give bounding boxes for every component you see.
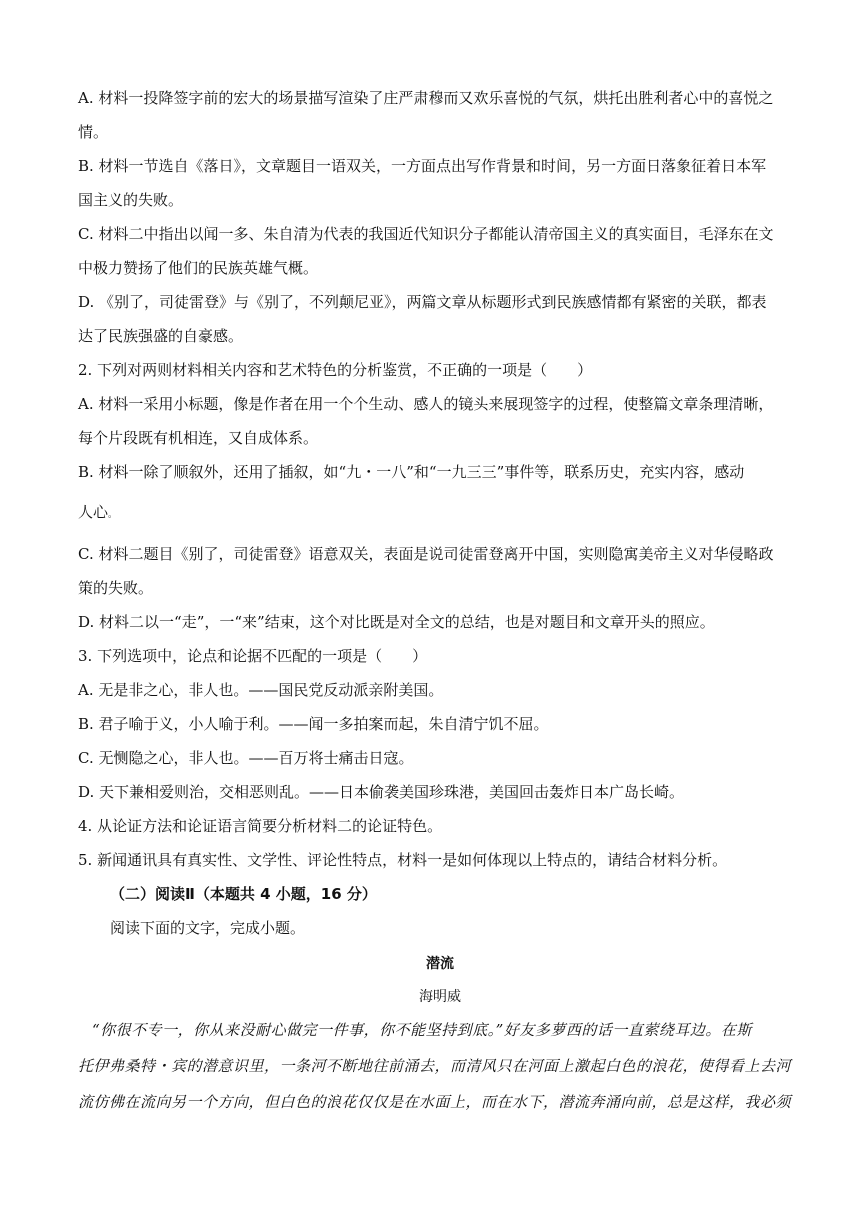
q1-option-d-line2: 达了民族强盛的自豪感。 — [78, 327, 244, 345]
section2-instruction: 阅读下面的文字，完成小题。 — [110, 919, 306, 937]
q4-stem: 4. 从论证方法和论证语言简要分析材料二的论证特色。 — [78, 817, 443, 835]
story-title: 潜流 — [426, 956, 454, 972]
q1-option-a-line2: 情。 — [78, 123, 109, 141]
q2-option-b-line2-period: 。 — [108, 510, 118, 520]
story-author: 海明威 — [419, 989, 461, 1005]
q2-option-c-line2: 策的失败。 — [78, 579, 154, 597]
q2-option-c-line1: C. 材料二题目《别了，司徒雷登》语意双关，表面是说司徒雷登离开中国，实则隐寓美帝主义对华侵略政 — [78, 545, 774, 563]
q2-option-b-line1: B. 材料一除了顺叙外，还用了插叙，如“九・一八”和“一九三三”事件等，联系历史，充实内容，感动 — [78, 463, 745, 481]
q1-option-d-line1: D. 《别了，司徒雷登》与《别了，不列颠尼亚》，两篇文章从标题形式到民族感情都有紧密的关联，都表 — [78, 293, 767, 311]
section2-heading: （二）阅读Ⅱ（本题共 4 小题，16 分） — [110, 885, 377, 903]
q1-option-c-line1: C. 材料二中指出以闻一多、朱自清为代表的我国近代知识分子都能认清帝国主义的真实面目，毛泽东在文 — [78, 225, 774, 243]
q3-option-a: A. 无是非之心，非人也。——国民党反动派亲附美国。 — [78, 681, 444, 699]
q2-option-b-line2 — [78, 502, 117, 525]
q3-option-d: D. 天下兼相爱则治，交相恶则乱。——日本偷袭美国珍珠港，美国回击轰炸日本广岛长崎。 — [78, 783, 685, 801]
q3-stem: 3. 下列选项中，论点和论据不匹配的一项是（ ） — [78, 647, 428, 665]
q1-option-b-line1: B. 材料一节选自《落日》，文章题目一语双关，一方面点出写作背景和时间，另一方面日落象征着日本军 — [78, 157, 767, 175]
q2-option-b-line2-text: 人心 — [78, 503, 109, 521]
q1-option-b-line2: 国主义的失败。 — [78, 191, 184, 209]
q1-option-a-line1: A. 材料一投降签字前的宏大的场景描写渲染了庄严肃穆而又欢乐喜悦的气氛，烘托出胜利者心中的喜悦之 — [78, 89, 774, 107]
q2-option-d: D. 材料二以一“走”，一“来”结束，这个对比既是对全文的总结，也是对题目和文章开头的照应。 — [78, 613, 715, 631]
q1-option-c-line2: 中极力赞扬了他们的民族英雄气概。 — [78, 259, 319, 277]
q2-stem: 2. 下列对两则材料相关内容和艺术特色的分析鉴赏，不正确的一项是（ ） — [78, 361, 593, 379]
q2-option-a-line1: A. 材料一采用小标题，像是作者在用一个个生动、感人的镜头来展现签字的过程，使整篇文章条理清晰， — [78, 395, 774, 413]
story-line-1: “你很不专一，你从来没耐心做完一件事，你不能坚持到底。”好友多萝西的话一直萦绕耳边。在斯 — [92, 1021, 752, 1039]
story-line-3: 流仿佛在流向另一个方向，但白色的浪花仅仅是在水面上，而在水下，潜流奔涌向前，总是这样，我必须 — [78, 1093, 792, 1111]
q5-stem: 5. 新闻通讯具有真实性、文学性、评论性特点，材料一是如何体现以上特点的，请结合材料分析。 — [78, 851, 728, 869]
q3-option-c: C. 无恻隐之心，非人也。——百万将士痛击日寇。 — [78, 749, 414, 767]
q3-option-b: B. 君子喻于义，小人喻于利。——闻一多拍案而起，朱自清宁饥不屈。 — [78, 715, 549, 733]
story-line-2: 托伊弗桑特・宾的潜意识里，一条河不断地往前涌去，而清风只在河面上激起白色的浪花，使得看上去河 — [78, 1057, 792, 1075]
q2-option-a-line2: 每个片段既有机相连，又自成体系。 — [78, 429, 319, 447]
